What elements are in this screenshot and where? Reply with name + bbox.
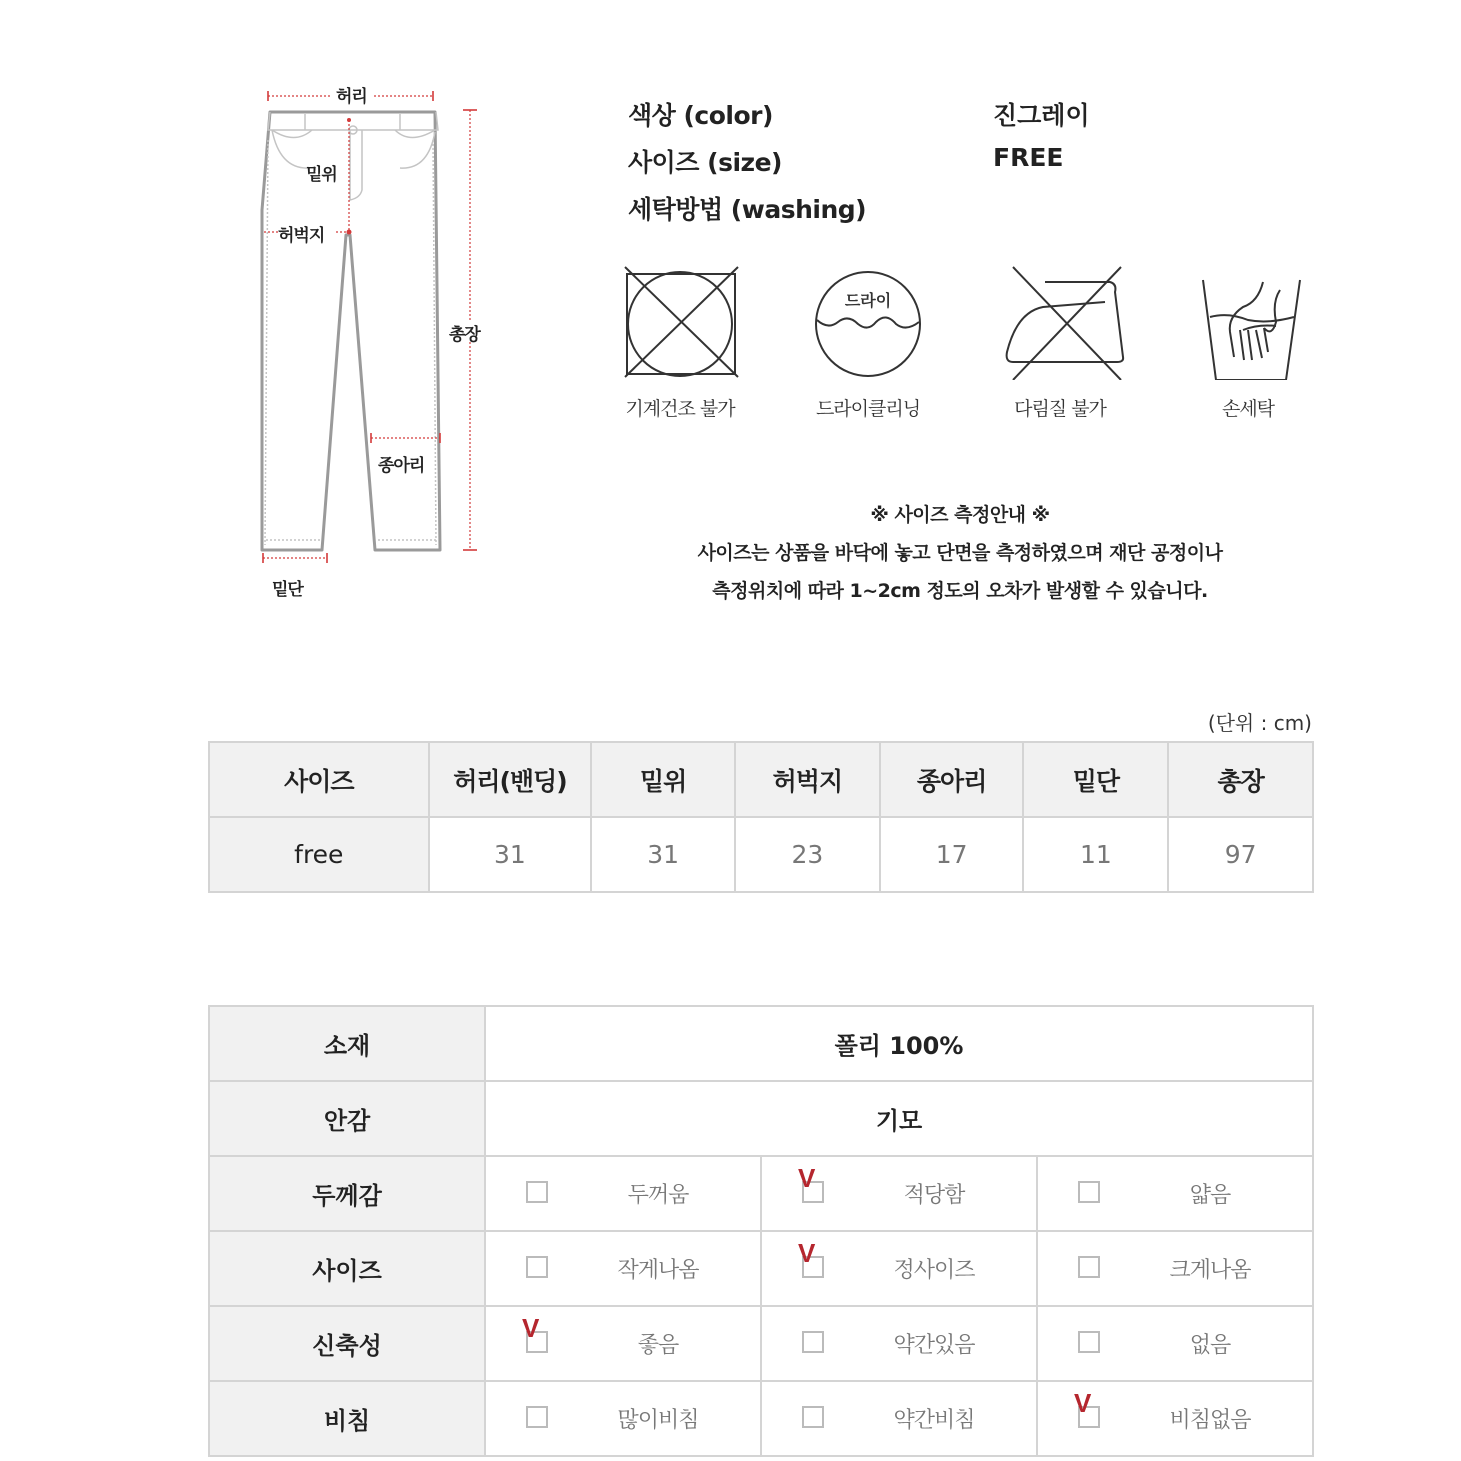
option-runs-small[interactable] [485, 1231, 761, 1306]
see-through-label: 비침 [209, 1381, 485, 1456]
checkbox-icon[interactable] [526, 1181, 548, 1203]
size-value: FREE [993, 143, 1064, 172]
header-calf: 종아리 [880, 742, 1024, 817]
thigh-cell: 23 [735, 817, 880, 892]
check-mark-icon: V [522, 1313, 540, 1343]
thickness-row [209, 1156, 1313, 1231]
diagram-label-waist: 허리 [336, 87, 367, 107]
checkbox-icon[interactable] [802, 1406, 824, 1428]
header-size: 사이즈 [209, 742, 429, 817]
lining-row [209, 1081, 1313, 1156]
option-label: 많이비침 [617, 1408, 699, 1433]
option-label: 없음 [1189, 1333, 1231, 1358]
checkbox-icon[interactable] [526, 1256, 548, 1278]
hem-cell: 11 [1023, 817, 1168, 892]
pants-measurement-diagram [250, 70, 510, 610]
notice-title: ※ 사이즈 측정안내 ※ [870, 504, 1050, 526]
option-true-to-size[interactable] [761, 1231, 1037, 1306]
option-label: 좋음 [637, 1333, 679, 1358]
checkbox-icon[interactable] [1078, 1181, 1100, 1203]
wash-label: 기계건조 불가 [625, 398, 735, 420]
option-runs-large[interactable] [1037, 1231, 1313, 1306]
header-total-length: 총장 [1168, 742, 1313, 817]
no-iron-icon [995, 262, 1125, 380]
option-label: 비침없음 [1169, 1408, 1251, 1433]
see-through-row [209, 1381, 1313, 1456]
svg-text:드라이: 드라이 [844, 291, 892, 310]
checkbox-icon[interactable] [1078, 1256, 1100, 1278]
option-label: 작게나옴 [617, 1258, 699, 1283]
wash-item-no-tumble-dry [610, 262, 750, 422]
unit-label: (단위 : cm) [1207, 711, 1312, 735]
option-label: 크게나옴 [1169, 1258, 1251, 1283]
total-length-cell: 97 [1168, 817, 1313, 892]
wash-label: 드라이클리닝 [815, 398, 921, 420]
wash-label: 손세탁 [1221, 398, 1275, 420]
dry-clean-icon [808, 262, 928, 380]
checkbox-icon[interactable] [1078, 1331, 1100, 1353]
header-rise: 밑위 [591, 742, 735, 817]
check-mark-icon: V [798, 1163, 816, 1193]
option-label: 약간있음 [893, 1333, 975, 1358]
option-label: 적당함 [903, 1183, 965, 1208]
diagram-label-calf: 종아리 [378, 456, 425, 476]
header-thigh: 허벅지 [735, 742, 880, 817]
option-very-sheer[interactable] [485, 1381, 761, 1456]
material-row [209, 1006, 1313, 1081]
option-label: 정사이즈 [893, 1258, 975, 1283]
option-label: 얇음 [1189, 1183, 1231, 1208]
option-slightly-sheer[interactable] [761, 1381, 1037, 1456]
checkbox-icon[interactable] [526, 1406, 548, 1428]
calf-cell: 17 [880, 817, 1024, 892]
wash-label: 다림질 불가 [1014, 398, 1106, 420]
size-label: 사이즈 (size) [628, 148, 782, 177]
check-mark-icon: V [798, 1238, 816, 1268]
notice-line-2: 측정위치에 따라 1~2cm 정도의 오차가 발생할 수 있습니다. [712, 580, 1208, 602]
lining-value: 기모 [485, 1081, 1313, 1156]
size-cell: free [209, 817, 429, 892]
diagram-label-rise: 밑위 [306, 165, 337, 185]
option-slight[interactable] [761, 1306, 1037, 1381]
option-good[interactable] [485, 1306, 761, 1381]
color-value: 진그레이 [993, 101, 1090, 130]
thickness-label: 두께감 [209, 1156, 485, 1231]
no-tumble-dry-icon [620, 262, 740, 380]
stretch-row [209, 1306, 1313, 1381]
header-waist: 허리(밴딩) [429, 742, 592, 817]
wash-item-hand-wash [1178, 262, 1318, 422]
washing-label: 세탁방법 (washing) [628, 195, 867, 224]
option-not-sheer[interactable] [1037, 1381, 1313, 1456]
size-table [208, 741, 1314, 893]
option-moderate[interactable] [761, 1156, 1037, 1231]
check-mark-icon: V [1074, 1388, 1092, 1418]
checkbox-icon[interactable] [802, 1331, 824, 1353]
diagram-label-total-length: 총장 [449, 325, 480, 345]
hand-wash-icon [1188, 262, 1308, 380]
wash-item-dry-clean [798, 262, 938, 422]
table-row [209, 817, 1313, 892]
header-hem: 밑단 [1023, 742, 1168, 817]
size-fit-label: 사이즈 [209, 1231, 485, 1306]
waist-cell: 31 [429, 817, 592, 892]
notice-line-1: 사이즈는 상품을 바닥에 놓고 단면을 측정하였으며 재단 공정이나 [697, 542, 1223, 564]
color-label: 색상 (color) [628, 101, 773, 130]
wash-item-no-iron [990, 262, 1130, 422]
diagram-label-hem: 밑단 [272, 580, 303, 600]
material-label: 소재 [209, 1006, 485, 1081]
lining-label: 안감 [209, 1081, 485, 1156]
option-thick[interactable] [485, 1156, 761, 1231]
option-label: 약간비침 [893, 1408, 975, 1433]
option-none[interactable] [1037, 1306, 1313, 1381]
option-label: 두꺼움 [627, 1183, 689, 1208]
rise-cell: 31 [591, 817, 735, 892]
stretch-label: 신축성 [209, 1306, 485, 1381]
material-value: 폴리 100% [485, 1006, 1313, 1081]
option-thin[interactable] [1037, 1156, 1313, 1231]
fabric-info-table [208, 1005, 1314, 1457]
size-table-header [209, 742, 1313, 817]
size-measurement-notice [620, 500, 1300, 614]
diagram-label-thigh: 허벅지 [278, 226, 325, 246]
size-fit-row [209, 1231, 1313, 1306]
